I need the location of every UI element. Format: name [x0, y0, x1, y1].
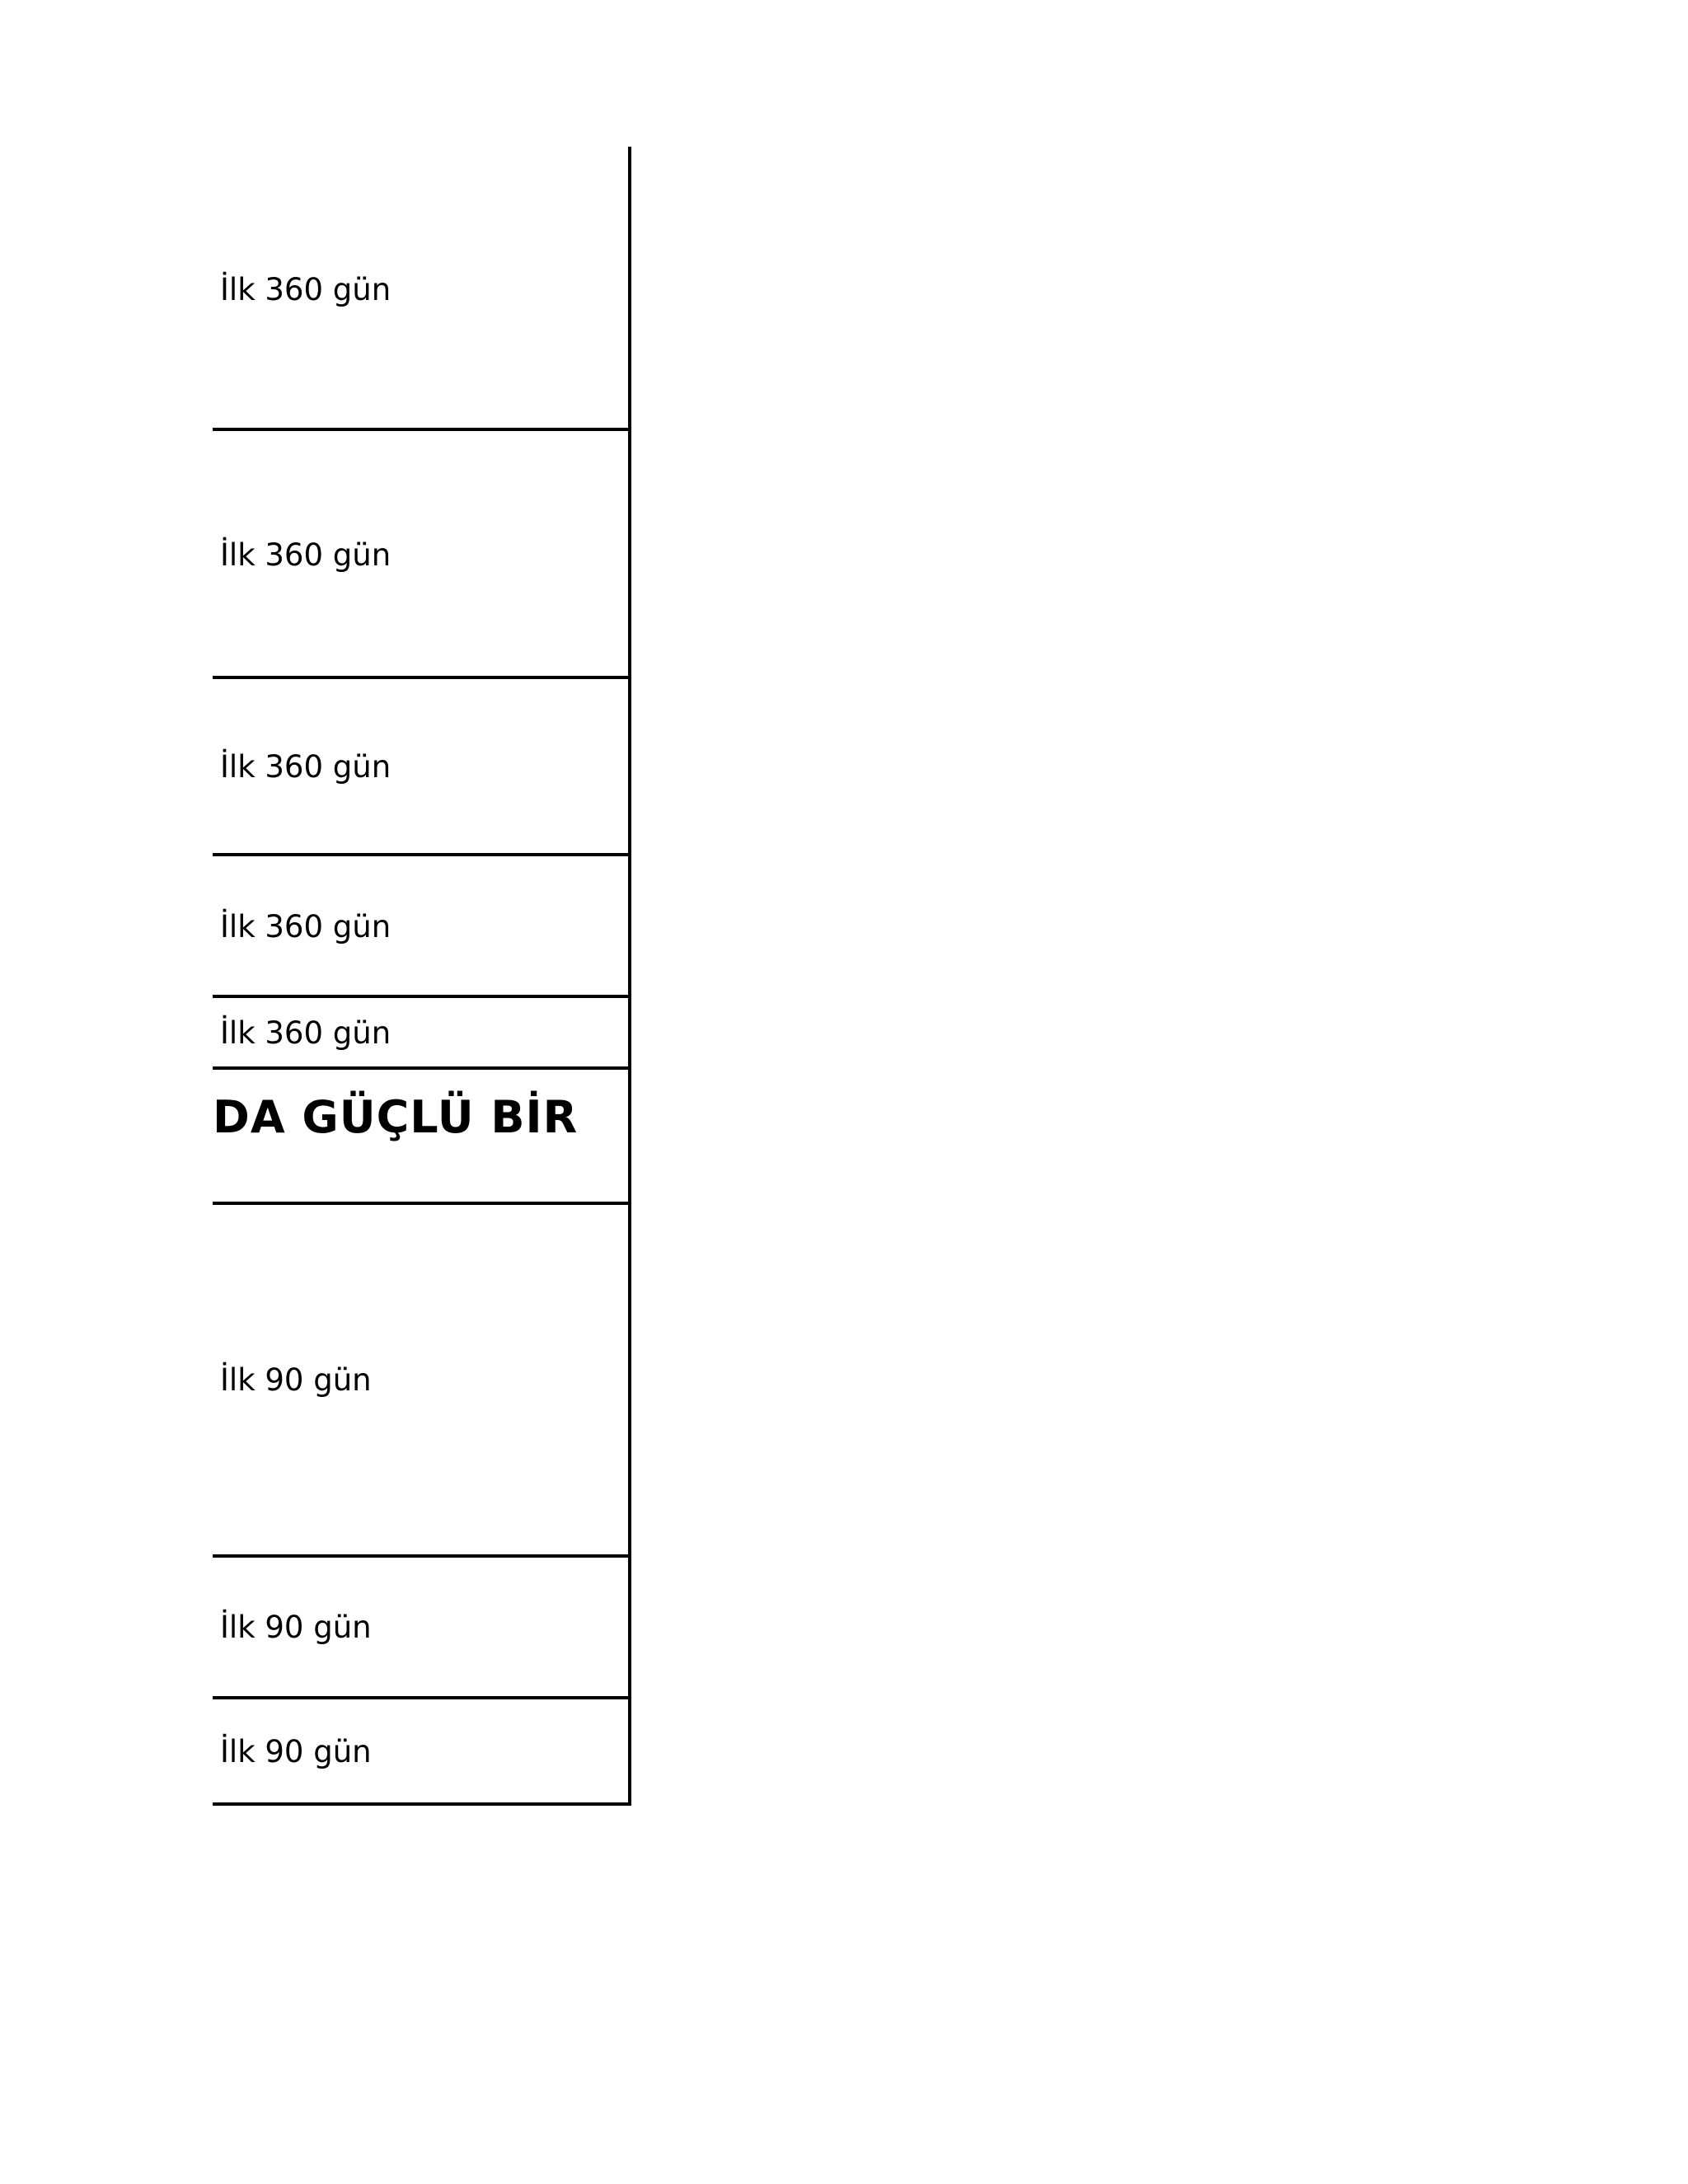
row-label: İlk 90 gün [220, 1734, 372, 1769]
row-label: İlk 360 gün [220, 1015, 392, 1051]
row-label: İlk 360 gün [220, 909, 392, 944]
row-divider [213, 1066, 631, 1070]
row-divider [213, 1202, 631, 1205]
row-divider [213, 1696, 631, 1699]
row-divider [213, 428, 631, 431]
row-label: İlk 360 gün [220, 537, 392, 573]
row-divider [213, 1554, 631, 1558]
row-label: İlk 360 gün [220, 272, 392, 307]
table-bottom-border [213, 1802, 631, 1806]
row-label: İlk 90 gün [220, 1362, 372, 1398]
row-divider [213, 676, 631, 679]
row-label: İlk 360 gün [220, 749, 392, 785]
row-divider [213, 995, 631, 998]
row-label: İlk 90 gün [220, 1610, 372, 1645]
section-heading: DA GÜÇLÜ BİR [213, 1091, 579, 1143]
row-divider [213, 853, 631, 856]
